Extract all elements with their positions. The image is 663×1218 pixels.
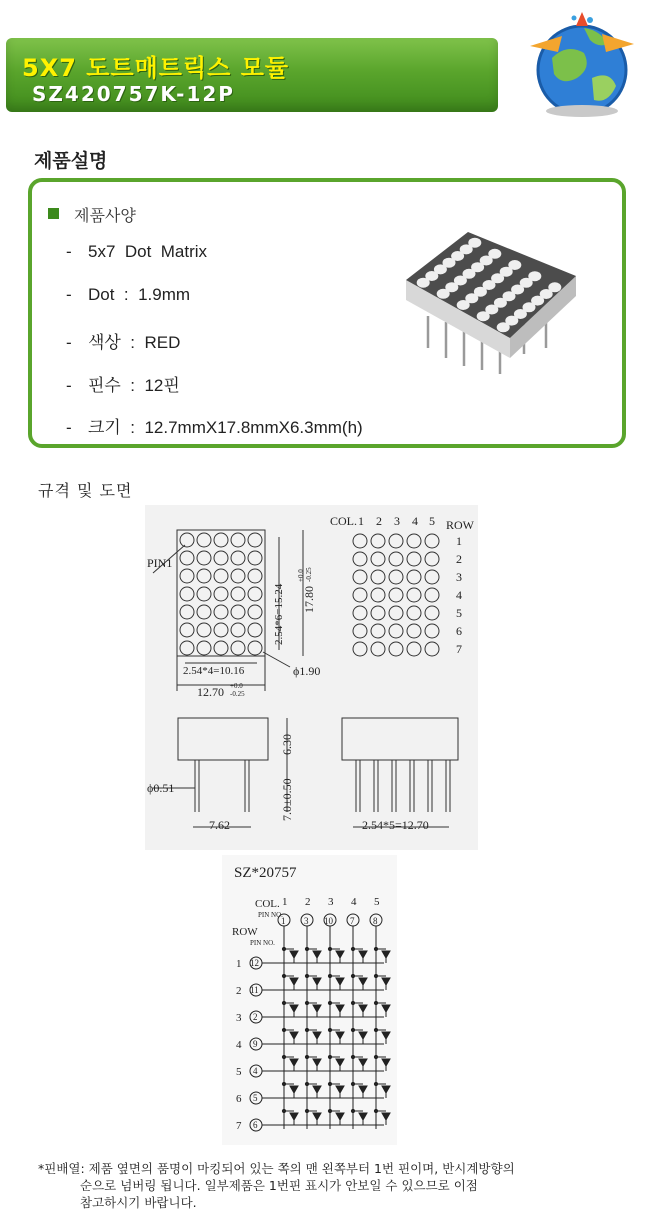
led-dot — [508, 260, 521, 270]
schem-row-pin: 5 — [253, 1093, 258, 1103]
front-dot — [231, 587, 245, 601]
svg-text:2.54*5=12.70: 2.54*5=12.70 — [362, 818, 429, 832]
schem-col-number: 3 — [328, 896, 334, 908]
schem-diode — [382, 978, 390, 985]
right-dot — [353, 606, 367, 620]
schem-diode — [313, 951, 321, 958]
schem-diode — [382, 1086, 390, 1093]
front-dot — [248, 605, 262, 619]
schem-diode — [290, 1059, 298, 1066]
schem-diode — [313, 978, 321, 985]
svg-text:PIN1: PIN1 — [147, 556, 173, 570]
svg-text:4: 4 — [456, 588, 462, 602]
front-dot — [197, 641, 211, 655]
front-dot — [231, 551, 245, 565]
svg-text:5: 5 — [429, 514, 435, 528]
right-dot — [425, 534, 439, 548]
front-dot — [231, 533, 245, 547]
schem-diode — [290, 1032, 298, 1039]
svg-text:12.70: 12.70 — [197, 685, 224, 699]
schem-diode — [313, 1086, 321, 1093]
right-dot — [371, 588, 385, 602]
svg-text:2: 2 — [456, 552, 462, 566]
schem-diode — [359, 951, 367, 958]
schem-diode — [336, 978, 344, 985]
schem-col-number: 2 — [305, 896, 311, 908]
svg-text:1: 1 — [456, 534, 462, 548]
front-dot — [180, 641, 194, 655]
right-dot — [425, 570, 439, 584]
schem-row-pin: 9 — [253, 1039, 258, 1049]
svg-text:2: 2 — [376, 514, 382, 528]
right-dot — [389, 588, 403, 602]
schem-diode — [336, 1059, 344, 1066]
schem-col-number: 5 — [374, 896, 380, 908]
svg-text:COL.: COL. — [255, 898, 280, 910]
schem-diode — [359, 1113, 367, 1120]
right-dot — [389, 642, 403, 656]
schem-row-number: 5 — [236, 1066, 242, 1078]
schem-diode — [359, 978, 367, 985]
schem-diode — [382, 1059, 390, 1066]
led-matrix-product-image — [398, 228, 583, 378]
right-dot — [425, 642, 439, 656]
product-title: 5X7 도트매트릭스 모듈 — [22, 54, 290, 82]
front-dot — [180, 623, 194, 637]
schem-diode — [336, 951, 344, 958]
note-line: 순으로 넘버링 됩니다. 일부제품은 1번핀 표시가 안보일 수 있으므로 이점 — [80, 1178, 478, 1193]
dimension-drawing — [145, 505, 478, 850]
schem-diode — [359, 1005, 367, 1012]
front-dot — [197, 569, 211, 583]
spec-item: - 5x7 Dot Matrix — [66, 242, 208, 261]
front-dot — [197, 533, 211, 547]
front-dot — [180, 587, 194, 601]
right-dot — [353, 624, 367, 638]
svg-text:+0.0: +0.0 — [230, 682, 243, 690]
dims-title: 규격 및 도면 — [38, 481, 133, 500]
schem-row-pin: 2 — [253, 1012, 258, 1022]
svg-text:7: 7 — [456, 642, 462, 656]
svg-text:2.54*6=15.24: 2.54*6=15.24 — [273, 583, 285, 645]
right-dot — [407, 624, 421, 638]
right-dot — [425, 552, 439, 566]
right-dot — [389, 552, 403, 566]
front-dot — [231, 641, 245, 655]
schem-diode — [313, 1005, 321, 1012]
front-dot — [214, 605, 228, 619]
schem-diode — [359, 1059, 367, 1066]
right-dot — [407, 570, 421, 584]
front-dot — [248, 587, 262, 601]
front-dot — [248, 533, 262, 547]
right-dot — [389, 624, 403, 638]
schem-row-pin: 6 — [253, 1120, 258, 1130]
front-dot — [248, 551, 262, 565]
schem-col-number: 1 — [282, 896, 288, 908]
spec-item: - Dot : 1.9mm — [66, 285, 191, 304]
right-dot — [407, 534, 421, 548]
schem-diode — [336, 1113, 344, 1120]
spec-item: - 색상 : RED — [66, 333, 181, 352]
right-dot — [371, 552, 385, 566]
front-dot — [248, 623, 262, 637]
svg-text:7.62: 7.62 — [209, 818, 230, 832]
schem-diode — [382, 1032, 390, 1039]
led-dot — [468, 238, 481, 248]
schem-diode — [382, 1005, 390, 1012]
schem-diode — [359, 1086, 367, 1093]
schem-diode — [336, 1032, 344, 1039]
svg-text:5: 5 — [456, 606, 462, 620]
schem-diode — [382, 951, 390, 958]
right-dot — [353, 552, 367, 566]
schem-row-number: 1 — [236, 958, 242, 970]
schem-diode — [359, 1032, 367, 1039]
svg-text:2.54*4=10.16: 2.54*4=10.16 — [183, 665, 245, 677]
front-dot — [214, 587, 228, 601]
front-dot — [197, 551, 211, 565]
front-dot — [197, 587, 211, 601]
svg-text:7.0±0.50: 7.0±0.50 — [280, 778, 294, 821]
schem-row-number: 7 — [236, 1120, 242, 1132]
svg-text:17.80: 17.80 — [302, 586, 316, 613]
svg-text:ϕ0.51: ϕ0.51 — [147, 781, 175, 795]
schem-row-pin: 4 — [253, 1066, 258, 1076]
spec-heading: 제품사양 — [74, 206, 136, 225]
svg-text:PIN NO.: PIN NO. — [250, 939, 275, 947]
right-dot — [425, 624, 439, 638]
svg-text:PIN NO.: PIN NO. — [258, 911, 283, 919]
header-banner — [6, 38, 498, 112]
right-dot — [371, 534, 385, 548]
schem-diode — [313, 1059, 321, 1066]
globe-logo — [522, 8, 642, 120]
schem-diode — [290, 951, 298, 958]
front-dot — [248, 569, 262, 583]
front-dot — [214, 551, 228, 565]
schem-row-number: 2 — [236, 985, 242, 997]
front-dot — [214, 641, 228, 655]
schem-diode — [336, 1005, 344, 1012]
right-dot — [353, 642, 367, 656]
right-dot — [371, 642, 385, 656]
schem-col-pin: 7 — [350, 916, 355, 926]
right-dot — [425, 588, 439, 602]
right-dot — [407, 606, 421, 620]
right-dot — [353, 534, 367, 548]
svg-text:ROW: ROW — [446, 518, 474, 532]
front-dot — [248, 641, 262, 655]
schem-row-pin: 11 — [250, 985, 259, 995]
right-dot — [371, 624, 385, 638]
product-model: SZ420757K-12P — [32, 82, 235, 106]
svg-text:-0.25: -0.25 — [305, 567, 313, 582]
note-line: *핀배열: 제품 옆면의 품명이 마킹되어 있는 쪽의 맨 왼쪽부터 1번 핀이며, 반시계방향의 — [38, 1161, 515, 1176]
svg-text:ROW: ROW — [232, 926, 258, 938]
right-dot — [407, 552, 421, 566]
schem-col-pin: 8 — [373, 916, 378, 926]
svg-text:3: 3 — [394, 514, 400, 528]
right-dot — [371, 570, 385, 584]
front-dot — [231, 605, 245, 619]
led-dot — [548, 282, 561, 292]
right-dot — [353, 570, 367, 584]
right-dot — [425, 606, 439, 620]
pin-note — [38, 1160, 515, 1211]
front-dot — [180, 533, 194, 547]
front-dot — [214, 623, 228, 637]
svg-text:+0.0: +0.0 — [297, 569, 305, 582]
schem-col-pin: 1 — [281, 916, 286, 926]
pin-schematic — [222, 855, 397, 1145]
front-dot — [180, 605, 194, 619]
spec-item: - 핀수 : 12핀 — [66, 376, 180, 395]
schem-row-number: 6 — [236, 1093, 242, 1105]
front-dot — [180, 551, 194, 565]
schem-diode — [382, 1113, 390, 1120]
led-dot — [528, 271, 541, 281]
front-dot — [214, 569, 228, 583]
svg-text:1: 1 — [358, 514, 364, 528]
bullet-square-icon — [48, 208, 59, 219]
right-dot — [407, 642, 421, 656]
schem-diode — [313, 1032, 321, 1039]
schem-row-pin: 12 — [250, 958, 259, 968]
led-dot — [488, 249, 501, 259]
svg-text:3: 3 — [456, 570, 462, 584]
svg-text:COL.: COL. — [330, 514, 357, 528]
front-dot — [197, 605, 211, 619]
right-dot — [389, 606, 403, 620]
schem-diode — [336, 1086, 344, 1093]
right-dot — [353, 588, 367, 602]
section-title: 제품설명 — [34, 150, 108, 172]
front-dot — [214, 533, 228, 547]
schem-col-number: 4 — [351, 896, 357, 908]
right-dot — [389, 570, 403, 584]
schem-row-number: 4 — [236, 1039, 242, 1051]
right-dot — [407, 588, 421, 602]
svg-text:-0.25: -0.25 — [230, 690, 245, 698]
schem-diode — [290, 978, 298, 985]
front-dot — [231, 623, 245, 637]
front-dot — [231, 569, 245, 583]
svg-text:ϕ1.90: ϕ1.90 — [293, 664, 321, 678]
svg-text:6: 6 — [456, 624, 462, 638]
spec-item: - 크기 : 12.7mmX17.8mmX6.3mm(h) — [66, 418, 363, 437]
front-dot — [197, 623, 211, 637]
right-dot — [389, 534, 403, 548]
note-line: 참고하시기 바랍니다. — [80, 1195, 197, 1210]
schem-diode — [290, 1113, 298, 1120]
svg-text:4: 4 — [412, 514, 418, 528]
schem-diode — [290, 1005, 298, 1012]
right-dot — [371, 606, 385, 620]
schem-row-number: 3 — [236, 1012, 242, 1024]
schem-col-pin: 10 — [324, 916, 333, 926]
front-dot — [180, 569, 194, 583]
schem-col-pin: 3 — [304, 916, 309, 926]
schem-diode — [313, 1113, 321, 1120]
schem-diode — [290, 1086, 298, 1093]
svg-text:6.30: 6.30 — [280, 734, 294, 755]
svg-text:SZ*20757: SZ*20757 — [234, 865, 297, 881]
